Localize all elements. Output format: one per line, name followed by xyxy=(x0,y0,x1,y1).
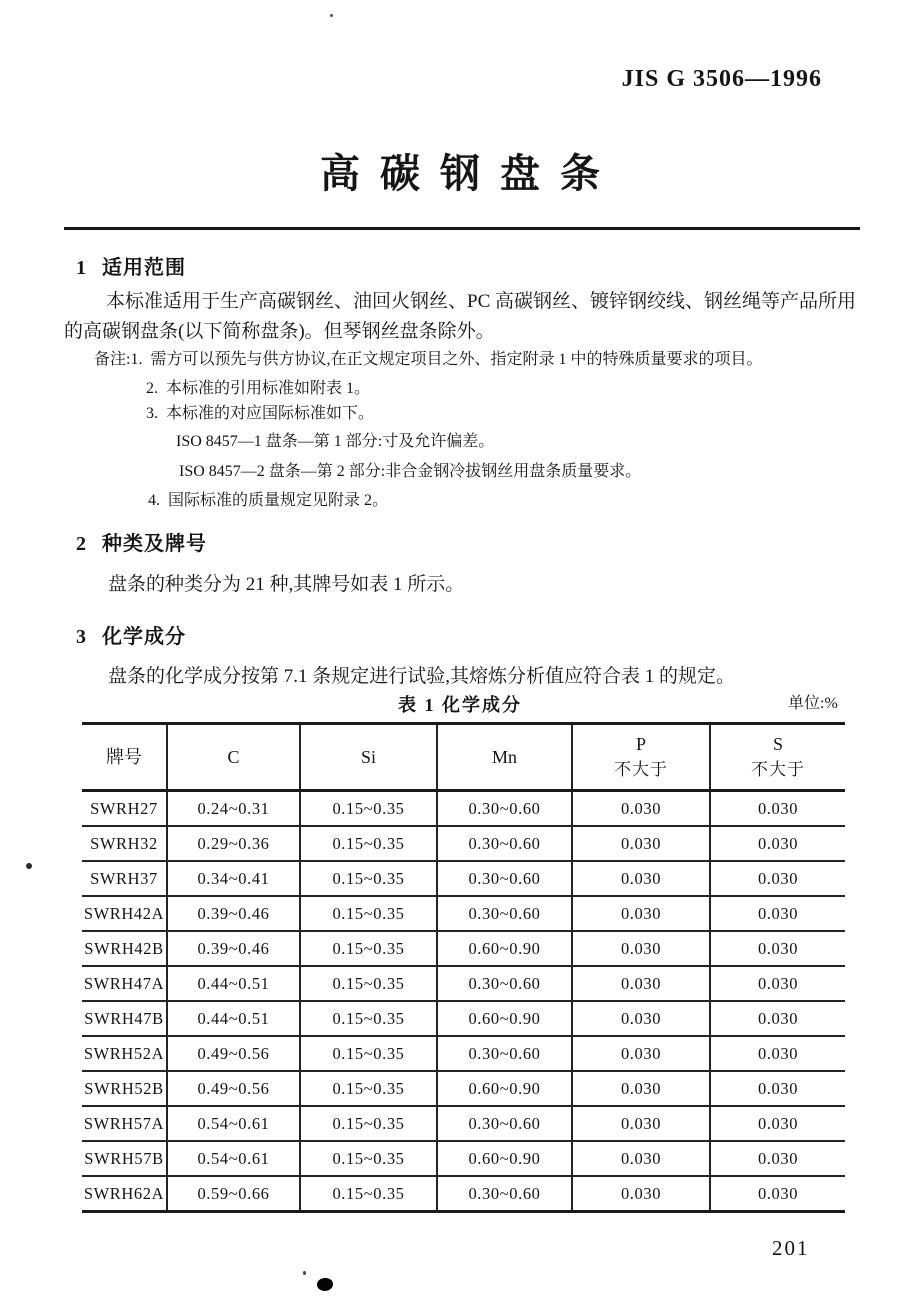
note-text: 本标准的引用标准如附表 1。 xyxy=(166,380,371,397)
table-row xyxy=(82,1036,845,1071)
note-text: 本标准的对应国际标准如下。 xyxy=(166,405,375,422)
grade-cell: SWRH52A xyxy=(82,1036,167,1071)
value-cell: 0.030 xyxy=(572,966,710,1001)
column-header-s xyxy=(710,724,845,791)
note-line-1 xyxy=(94,346,762,369)
value-cell: 0.030 xyxy=(572,931,710,966)
note-number: 4. xyxy=(148,492,160,509)
value-cell: 0.030 xyxy=(710,1071,845,1106)
value-cell: 0.34~0.41 xyxy=(167,861,300,896)
value-cell: 0.030 xyxy=(710,931,845,966)
value-cell: 0.15~0.35 xyxy=(300,1176,437,1212)
value-cell: 0.59~0.66 xyxy=(167,1176,300,1212)
table-row xyxy=(82,896,845,931)
grade-cell: SWRH37 xyxy=(82,861,167,896)
grade-cell: SWRH57A xyxy=(82,1106,167,1141)
note-line-3 xyxy=(146,400,374,423)
table-row xyxy=(82,931,845,966)
table-row xyxy=(82,1141,845,1176)
value-cell: 0.030 xyxy=(710,1141,845,1176)
value-cell: 0.030 xyxy=(710,1106,845,1141)
value-cell: 0.30~0.60 xyxy=(437,1176,572,1212)
value-cell: 0.030 xyxy=(710,966,845,1001)
note-text: 国际标准的质量规定见附录 2。 xyxy=(168,492,389,509)
value-cell: 0.30~0.60 xyxy=(437,1106,572,1141)
value-cell: 0.60~0.90 xyxy=(437,1001,572,1036)
value-cell: 0.030 xyxy=(572,1141,710,1176)
value-cell: 0.15~0.35 xyxy=(300,931,437,966)
value-cell: 0.030 xyxy=(572,1071,710,1106)
grade-cell: SWRH47B xyxy=(82,1001,167,1036)
value-cell: 0.30~0.60 xyxy=(437,826,572,861)
scan-speck xyxy=(26,863,32,869)
header-label: P xyxy=(635,734,646,754)
header-label: Mn xyxy=(491,746,517,767)
grade-cell: SWRH57B xyxy=(82,1141,167,1176)
value-cell: 0.030 xyxy=(572,861,710,896)
value-cell: 0.39~0.46 xyxy=(167,931,300,966)
value-cell: 0.30~0.60 xyxy=(437,861,572,896)
value-cell: 0.15~0.35 xyxy=(300,1036,437,1071)
column-header-c xyxy=(167,724,300,791)
header-label: S xyxy=(772,734,783,754)
document-title: 高碳钢盘条 xyxy=(320,151,620,196)
value-cell: 0.030 xyxy=(572,1106,710,1141)
value-cell: 0.30~0.60 xyxy=(437,1036,572,1071)
note-label: 备注: xyxy=(94,351,131,368)
section-title: 化学成分 xyxy=(102,626,186,648)
column-header-grade xyxy=(82,724,167,791)
page-number: 201 xyxy=(772,1236,810,1260)
value-cell: 0.15~0.35 xyxy=(300,861,437,896)
value-cell: 0.030 xyxy=(710,1176,845,1212)
table-row xyxy=(82,1001,845,1036)
section-1-heading xyxy=(76,251,186,280)
column-header-p xyxy=(572,724,710,791)
table-row xyxy=(82,791,845,827)
table-caption: 表 1 化学成分 xyxy=(398,695,522,715)
value-cell: 0.15~0.35 xyxy=(300,791,437,827)
value-cell: 0.15~0.35 xyxy=(300,896,437,931)
header-label: C xyxy=(227,746,240,767)
note-number: 2. xyxy=(146,380,158,397)
value-cell: 0.15~0.35 xyxy=(300,1106,437,1141)
value-cell: 0.030 xyxy=(710,861,845,896)
value-cell: 0.15~0.35 xyxy=(300,1071,437,1106)
value-cell: 0.030 xyxy=(572,826,710,861)
value-cell: 0.030 xyxy=(710,1036,845,1071)
value-cell: 0.030 xyxy=(710,896,845,931)
standard-code: JIS G 3506—1996 xyxy=(621,66,822,92)
iso-reference-1: ISO 8457—1 盘条—第 1 部分:寸及允许偏差。 xyxy=(176,433,495,450)
value-cell: 0.030 xyxy=(710,826,845,861)
value-cell: 0.60~0.90 xyxy=(437,931,572,966)
value-cell: 0.15~0.35 xyxy=(300,966,437,1001)
table-row xyxy=(82,1176,845,1212)
section-number: 2 xyxy=(76,533,86,555)
iso-reference-2: ISO 8457—2 盘条—第 2 部分:非合金钢冷拔钢丝用盘条质量要求。 xyxy=(179,463,642,480)
section-1-paragraph: 本标准适用于生产高碳钢丝、油回火钢丝、PC 高碳钢丝、镀锌钢绞线、钢丝绳等产品所用的高碳钢盘条(以下简称盘条)。但琴钢丝盘条除外。 xyxy=(64,291,856,342)
note-line-2 xyxy=(146,375,370,398)
value-cell: 0.60~0.90 xyxy=(437,1141,572,1176)
grade-cell: SWRH42A xyxy=(82,896,167,931)
header-label: Si xyxy=(360,746,376,767)
table-unit-label: 单位:% xyxy=(788,695,838,712)
value-cell: 0.030 xyxy=(572,1001,710,1036)
limit-note: 不大于 xyxy=(751,760,805,779)
value-cell: 0.15~0.35 xyxy=(300,1001,437,1036)
grade-cell: SWRH52B xyxy=(82,1071,167,1106)
table-row xyxy=(82,826,845,861)
value-cell: 0.030 xyxy=(710,1001,845,1036)
note-line-4 xyxy=(148,487,388,510)
ink-blot-artifact xyxy=(317,1278,333,1291)
value-cell: 0.49~0.56 xyxy=(167,1071,300,1106)
section-3-paragraph: 盘条的化学成分按第 7.1 条规定进行试验,其熔炼分析值应符合表 1 的规定。 xyxy=(108,666,736,687)
column-header-si xyxy=(300,724,437,791)
table-row xyxy=(82,1071,845,1106)
section-3-heading xyxy=(76,620,186,649)
value-cell: 0.44~0.51 xyxy=(167,966,300,1001)
section-2-heading xyxy=(76,527,207,556)
section-number: 1 xyxy=(76,257,86,279)
grade-cell: SWRH32 xyxy=(82,826,167,861)
value-cell: 0.29~0.36 xyxy=(167,826,300,861)
header-label: 牌号 xyxy=(106,746,142,767)
value-cell: 0.60~0.90 xyxy=(437,1071,572,1106)
table-row xyxy=(82,1106,845,1141)
column-header-mn xyxy=(437,724,572,791)
grade-cell: SWRH42B xyxy=(82,931,167,966)
value-cell: 0.30~0.60 xyxy=(437,966,572,1001)
note-text: 需方可以预先与供方协议,在正文规定项目之外、指定附录 1 中的特殊质量要求的项目。 xyxy=(150,351,763,368)
value-cell: 0.44~0.51 xyxy=(167,1001,300,1036)
scan-speck xyxy=(330,14,333,17)
value-cell: 0.30~0.60 xyxy=(437,896,572,931)
chemical-composition-table xyxy=(82,722,845,1213)
value-cell: 0.15~0.35 xyxy=(300,826,437,861)
grade-cell: SWRH27 xyxy=(82,791,167,827)
value-cell: 0.54~0.61 xyxy=(167,1141,300,1176)
value-cell: 0.15~0.35 xyxy=(300,1141,437,1176)
value-cell: 0.54~0.61 xyxy=(167,1106,300,1141)
note-number: 1. xyxy=(130,351,143,368)
value-cell: 0.24~0.31 xyxy=(167,791,300,827)
table-row xyxy=(82,861,845,896)
value-cell: 0.030 xyxy=(572,1176,710,1212)
value-cell: 0.030 xyxy=(572,791,710,827)
grade-cell: SWRH47A xyxy=(82,966,167,1001)
title-rule xyxy=(64,227,860,230)
section-2-paragraph: 盘条的种类分为 21 种,其牌号如表 1 所示。 xyxy=(108,574,465,595)
header-row xyxy=(82,724,845,791)
section-number: 3 xyxy=(76,626,86,648)
section-title: 适用范围 xyxy=(102,257,186,279)
note-number: 3. xyxy=(146,405,158,422)
value-cell: 0.30~0.60 xyxy=(437,791,572,827)
value-cell: 0.39~0.46 xyxy=(167,896,300,931)
limit-note: 不大于 xyxy=(614,760,668,779)
grade-cell: SWRH62A xyxy=(82,1176,167,1212)
table-row xyxy=(82,966,845,1001)
value-cell: 0.49~0.56 xyxy=(167,1036,300,1071)
value-cell: 0.030 xyxy=(572,896,710,931)
scan-speck xyxy=(303,1271,306,1275)
value-cell: 0.030 xyxy=(710,791,845,827)
value-cell: 0.030 xyxy=(572,1036,710,1071)
section-title: 种类及牌号 xyxy=(102,533,207,555)
